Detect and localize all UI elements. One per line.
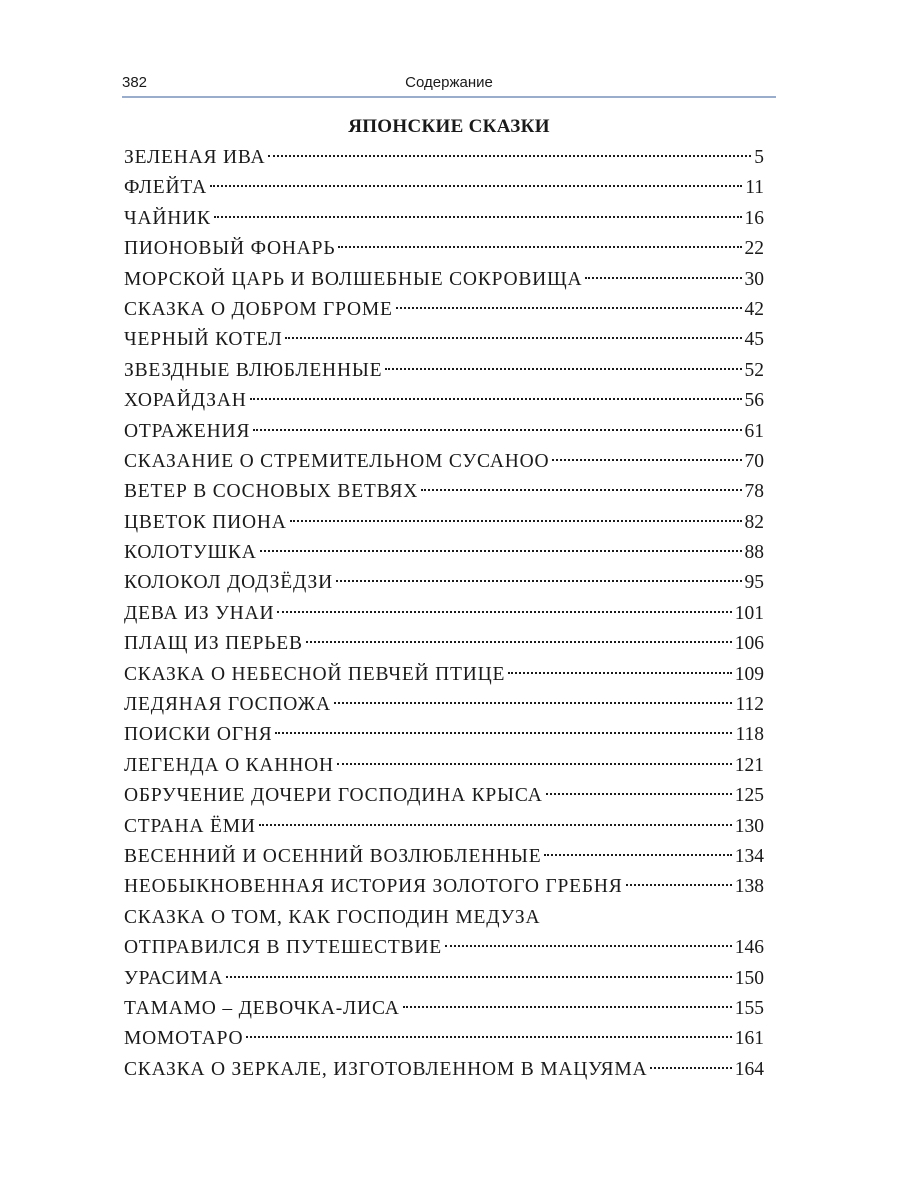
dot-leader — [338, 246, 741, 248]
toc-entry — [124, 751, 764, 781]
dot-leader — [285, 337, 741, 339]
dot-leader — [277, 611, 731, 613]
dot-leader — [226, 976, 731, 978]
toc-entry — [124, 1055, 764, 1085]
entry-title: УРАСИМА — [124, 967, 224, 989]
entry-title: ВЕСЕННИЙ И ОСЕННИЙ ВОЗЛЮБЛЕННЫЕ — [124, 845, 542, 867]
entry-title: ЛЕДЯНАЯ ГОСПОЖА — [124, 694, 331, 716]
toc-entry — [124, 781, 764, 811]
toc-entry — [124, 325, 764, 355]
entry-page-number: 130 — [734, 815, 764, 837]
dot-leader — [306, 641, 732, 643]
entry-title: СКАЗАНИЕ О СТРЕМИТЕЛЬНОМ СУСАНОО — [124, 450, 550, 472]
entry-page-number: 5 — [754, 147, 764, 168]
dot-leader — [445, 945, 732, 947]
entry-title: СТРАНА ЁМИ — [124, 815, 256, 837]
toc-entry — [124, 356, 764, 386]
toc-entry — [124, 508, 764, 538]
entry-page-number: 70 — [744, 450, 764, 472]
toc-entry — [124, 386, 764, 416]
entry-title: КОЛОТУШКА — [124, 542, 257, 564]
dot-leader — [250, 398, 742, 400]
entry-page-number: 42 — [744, 298, 764, 320]
toc-entry — [124, 690, 764, 720]
entry-title: ПОИСКИ ОГНЯ — [124, 724, 273, 746]
toc-entry — [124, 994, 764, 1024]
dot-leader — [275, 732, 732, 734]
entry-title: ВЕТЕР В СОСНОВЫХ ВЕТВЯХ — [124, 481, 419, 503]
toc-entry — [124, 204, 764, 234]
entry-title: ЧАЙНИК — [124, 207, 211, 229]
toc-entry — [124, 447, 764, 477]
toc-entry — [124, 964, 764, 994]
dot-leader — [336, 580, 742, 582]
dot-leader — [650, 1067, 731, 1069]
dot-leader — [552, 459, 741, 461]
dot-leader — [259, 824, 732, 826]
entry-page-number: 78 — [744, 481, 764, 503]
dot-leader — [508, 672, 732, 674]
entry-title: СКАЗКА О НЕБЕСНОЙ ПЕВЧЕЙ ПТИЦЕ — [124, 663, 506, 685]
entry-page-number: 101 — [734, 602, 764, 624]
entry-page-number: 118 — [735, 724, 764, 746]
entry-title: МОРСКОЙ ЦАРЬ И ВОЛШЕБНЫЕ СОКРОВИЩА — [124, 268, 583, 290]
entry-title: ЗЕЛЕНАЯ ИВА — [124, 147, 266, 168]
running-title: Содержание — [405, 74, 493, 91]
entry-page-number: 164 — [734, 1058, 764, 1080]
entry-title: СКАЗКА О ДОБРОМ ГРОМЕ — [124, 298, 393, 320]
toc-entry — [124, 599, 764, 629]
dot-leader — [253, 429, 741, 431]
dot-leader — [385, 368, 741, 370]
table-of-contents — [124, 143, 764, 1085]
entry-title: ПИОНОВЫЙ ФОНАРЬ — [124, 238, 336, 260]
toc-entry — [124, 1024, 764, 1054]
entry-page-number: 30 — [744, 268, 764, 290]
dot-leader — [210, 185, 742, 187]
entry-page-number: 138 — [734, 876, 764, 898]
toc-entry — [124, 720, 764, 750]
entry-title: СКАЗКА О ЗЕРКАЛЕ, ИЗГОТОВЛЕННОМ В МАЦУЯМА — [124, 1058, 648, 1080]
dot-leader — [246, 1036, 731, 1038]
entry-title: ЦВЕТОК ПИОНА — [124, 511, 287, 533]
dot-leader — [268, 155, 751, 157]
dot-leader — [260, 550, 742, 552]
entry-page-number: 45 — [744, 329, 764, 351]
entry-page-number: 146 — [734, 937, 764, 959]
entry-page-number: 11 — [745, 177, 764, 199]
entry-title-line1: СКАЗКА О ТОМ, КАК ГОСПОДИН МЕДУЗА — [124, 906, 541, 928]
entry-title: ЛЕГЕНДА О КАННОН — [124, 754, 334, 776]
dot-leader — [334, 702, 733, 704]
entry-title: ЗВЕЗДНЫЕ ВЛЮБЛЕННЫЕ — [124, 359, 383, 381]
entry-title: ПЛАЩ ИЗ ПЕРЬЕВ — [124, 633, 303, 655]
entry-page-number: 106 — [734, 633, 764, 655]
page-header — [122, 72, 776, 96]
dot-leader — [214, 216, 742, 218]
dot-leader — [337, 763, 732, 765]
toc-entry — [124, 477, 764, 507]
entry-title: ОТРАЖЕНИЯ — [124, 420, 251, 442]
dot-leader — [403, 1006, 732, 1008]
entry-title: ОТПРАВИЛСЯ В ПУТЕШЕСТВИЕ — [124, 937, 443, 959]
entry-page-number: 16 — [744, 207, 764, 229]
toc-entry — [124, 538, 764, 568]
dot-leader — [585, 277, 741, 279]
page-number: 382 — [122, 74, 148, 91]
toc-entry — [124, 660, 764, 690]
toc-entry — [124, 143, 764, 173]
entry-title: ФЛЕЙТА — [124, 177, 207, 199]
entry-page-number: 61 — [744, 420, 764, 442]
entry-page-number: 150 — [734, 967, 764, 989]
toc-entry — [124, 295, 764, 325]
dot-leader — [626, 884, 732, 886]
entry-title: ОБРУЧЕНИЕ ДОЧЕРИ ГОСПОДИНА КРЫСА — [124, 785, 543, 807]
toc-entry — [124, 629, 764, 659]
entry-page-number: 109 — [734, 663, 764, 685]
entry-page-number: 155 — [734, 997, 764, 1019]
dot-leader — [544, 854, 731, 856]
toc-entry — [124, 812, 764, 842]
toc-entry — [124, 265, 764, 295]
entry-page-number: 95 — [744, 572, 764, 594]
entry-page-number: 82 — [744, 511, 764, 533]
entry-title: ТАМАМО – ДЕВОЧКА-ЛИСА — [124, 997, 400, 1019]
entry-page-number: 161 — [734, 1028, 764, 1050]
entry-page-number: 125 — [734, 785, 764, 807]
dot-leader — [396, 307, 742, 309]
entry-page-number: 88 — [744, 542, 764, 564]
toc-entry — [124, 417, 764, 447]
toc-entry — [124, 568, 764, 598]
toc-entry — [124, 234, 764, 264]
entry-title: ДЕВА ИЗ УНАИ — [124, 602, 275, 624]
entry-page-number: 134 — [734, 845, 764, 867]
entry-title: КОЛОКОЛ ДОДЗЁДЗИ — [124, 572, 333, 594]
dot-leader — [546, 793, 732, 795]
entry-title: ЧЕРНЫЙ КОТЕЛ — [124, 329, 283, 351]
entry-title: ХОРАЙДЗАН — [124, 390, 247, 412]
entry-page-number: 121 — [734, 754, 764, 776]
toc-entry — [124, 842, 764, 872]
toc-entry — [124, 903, 764, 964]
dot-leader — [421, 489, 741, 491]
toc-entry — [124, 173, 764, 203]
header-rule — [122, 96, 776, 98]
entry-title: НЕОБЫКНОВЕННАЯ ИСТОРИЯ ЗОЛОТОГО ГРЕБНЯ — [124, 876, 623, 898]
entry-title: МОМОТАРО — [124, 1028, 244, 1050]
entry-page-number: 52 — [744, 359, 764, 381]
toc-entry — [124, 872, 764, 902]
entry-page-number: 22 — [744, 238, 764, 260]
section-title: ЯПОНСКИЕ СКАЗКИ — [348, 116, 550, 137]
entry-page-number: 112 — [735, 694, 764, 716]
entry-page-number: 56 — [744, 390, 764, 412]
dot-leader — [290, 520, 742, 522]
